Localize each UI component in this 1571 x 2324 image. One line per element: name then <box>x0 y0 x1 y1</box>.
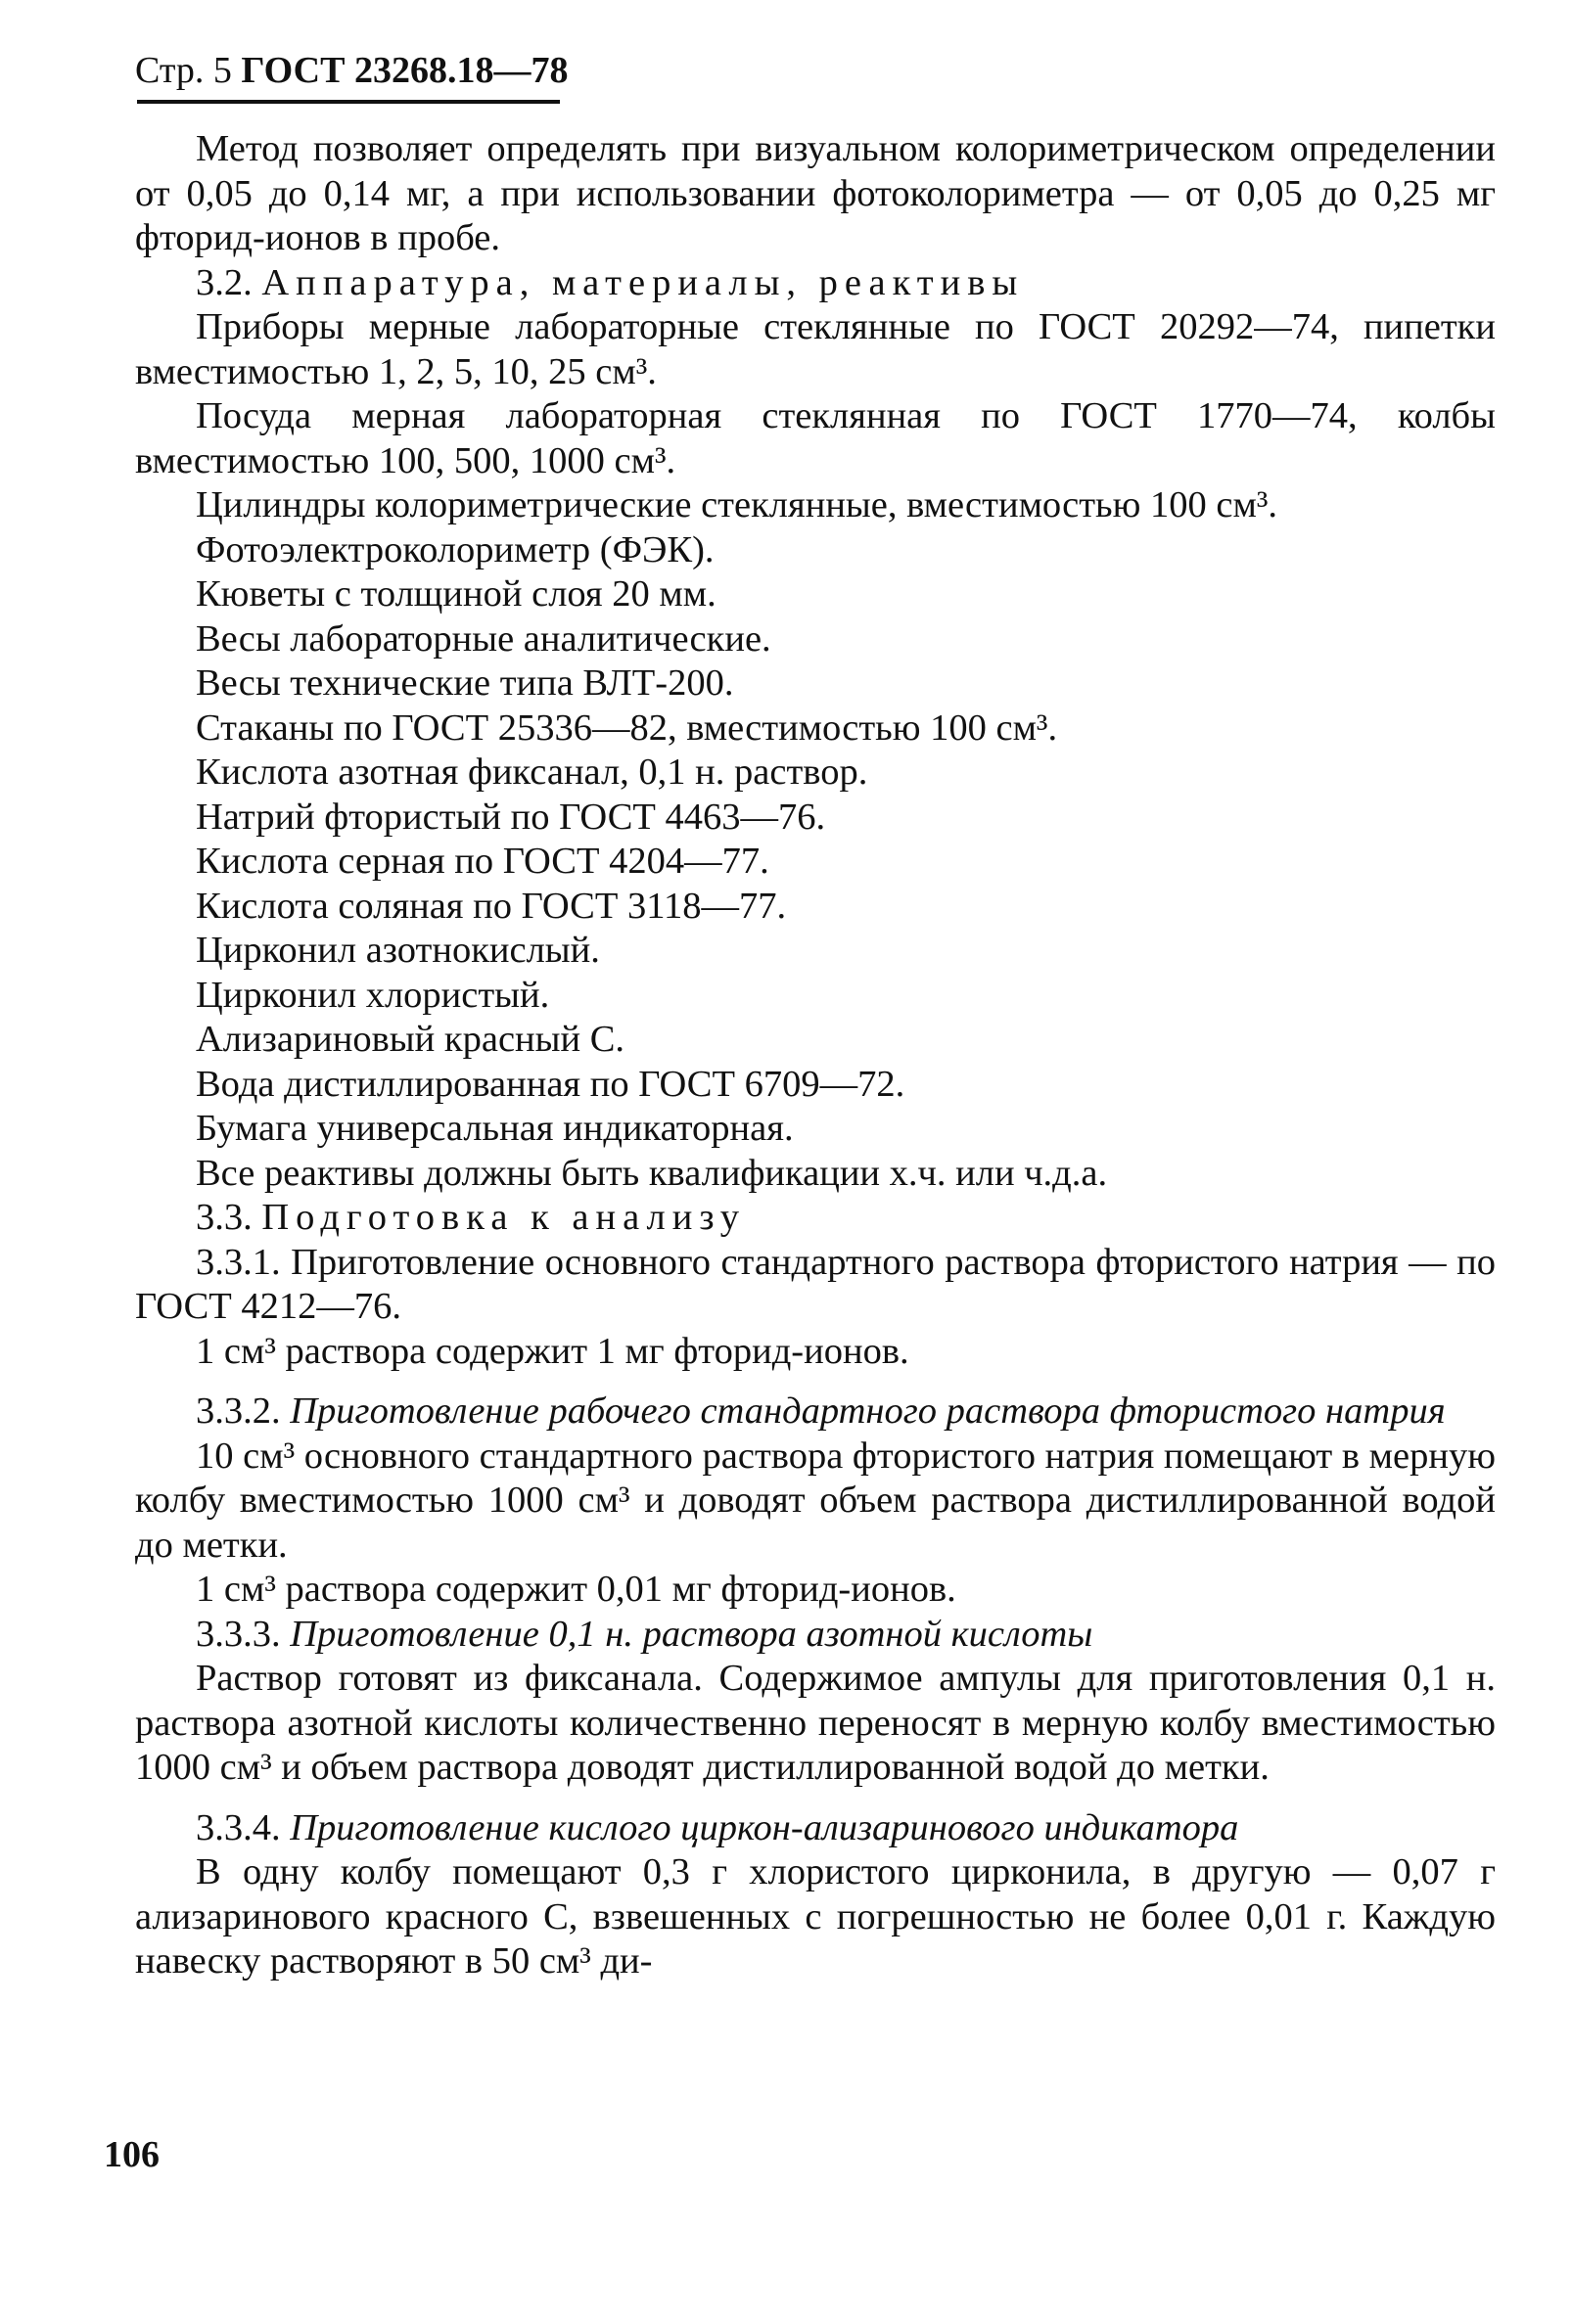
list-item: Кислота соляная по ГОСТ 3118—77. <box>196 885 787 927</box>
intro-paragraph: Метод позволяет определять при визуальном колориметрическом определении от 0,05 до 0,14 мг, а при использовании фотоколориметра — от 0,05 до 0,25 мг фторид-ионов в пробе. <box>135 128 1496 258</box>
list-item: Весы лабораторные аналитические. <box>196 617 771 660</box>
section-3-3-1-paragraph: 3.3.1. Приготовление основного стандартного раствора фтористого натрия — по ГОСТ 4212—76. <box>135 1241 1496 1327</box>
section-3-3-2-heading <box>135 1390 1496 1435</box>
section-3-3-3-heading <box>135 1613 1496 1658</box>
cilindry-paragraph: Цилиндры колориметрические стеклянные, вместимостью 100 см³. <box>196 484 1277 525</box>
posuda-paragraph: Посуда мерная лабораторная стеклянная по ГОСТ 1770—74, колбы вместимостью 100, 500, 1000 см³. <box>135 395 1496 481</box>
section-title: Аппаратура, материалы, реактивы <box>261 261 1025 303</box>
list-item: Ализариновый красный С. <box>196 1019 625 1060</box>
list-item: Стаканы по ГОСТ 25336—82, вместимостью 100 см³. <box>196 706 1058 749</box>
header-rule <box>137 100 560 104</box>
section-title: Приготовление рабочего стандартного раствора фтористого натрия <box>290 1390 1446 1432</box>
list-item: Натрий фтористый по ГОСТ 4463—76. <box>196 796 826 838</box>
section-number: 3.2. <box>196 261 253 303</box>
section-title: Приготовление кислого циркон-ализаринового индикатора <box>290 1806 1239 1848</box>
section-3-3-2-paragraph: 10 см³ основного стандартного раствора фтористого натрия помещают в мерную колбу вместимостью 1000 см³ и доводят объем раствора дистиллированной водой до метки. <box>135 1435 1496 1566</box>
standard-number: ГОСТ 23268.18—78 <box>241 50 569 91</box>
pribory-paragraph: Приборы мерные лабораторные стеклянные по ГОСТ 20292—74, пипетки вместимостью 1, 2, 5, 10, 25 см³. <box>135 306 1496 392</box>
page-label: Стр. 5 <box>135 50 232 91</box>
list-item: Цирконил хлористый. <box>196 974 550 1016</box>
section-3-3-2-note: 1 см³ раствора содержит 0,01 мг фторид-ионов. <box>196 1569 956 1610</box>
section-number: 3.3.4. <box>196 1806 281 1848</box>
document-body <box>135 127 1496 1984</box>
list-item: Фотоэлектроколориметр (ФЭК). <box>196 528 715 570</box>
list-item: Кислота азотная фиксанал, 0,1 н. раствор. <box>196 752 868 793</box>
page-number: 106 <box>104 2134 160 2175</box>
section-3-3-4-paragraph: В одну колбу помещают 0,3 г хлористого цирконила, в другую — 0,07 г ализаринового красного С, взвешенных с погрешностью не более 0,01 г. Каждую навеску растворяют в 50 см³ ди- <box>135 1851 1496 1982</box>
list-item: Кислота серная по ГОСТ 4204—77. <box>196 841 769 882</box>
list-item: Цирконил азотнокислый. <box>196 930 600 971</box>
section-title: Подготовка к анализу <box>261 1197 746 1238</box>
section-title: Приготовление 0,1 н. раствора азотной кислоты <box>290 1613 1093 1655</box>
section-3-2-heading <box>135 261 1496 306</box>
list-item: Бумага универсальная индикаторная. <box>196 1108 794 1149</box>
section-3-3-heading <box>135 1196 1496 1241</box>
list-item: Кюветы с толщиной слоя 20 мм. <box>196 573 716 615</box>
section-number: 3.3.2. <box>196 1390 281 1432</box>
page-header <box>135 49 568 92</box>
section-number: 3.3. <box>196 1197 253 1238</box>
list-item: Все реактивы должны быть квалификации х.ч. или ч.д.а. <box>196 1152 1108 1194</box>
section-number: 3.3.3. <box>196 1613 281 1655</box>
list-item: Весы технические типа ВЛТ-200. <box>196 662 734 704</box>
section-3-3-3-paragraph: Раствор готовят из фиксанала. Содержимое ампулы для приготовления 0,1 н. раствора азотной кислоты количественно переносят в мерную колбу вместимостью 1000 см³ и объем раствора доводят дистиллированной водой до метки. <box>135 1658 1496 1788</box>
section-3-3-1-note: 1 см³ раствора содержит 1 мг фторид-ионов. <box>196 1330 909 1372</box>
list-item: Вода дистиллированная по ГОСТ 6709—72. <box>196 1063 905 1105</box>
section-3-3-4-heading <box>135 1806 1496 1851</box>
